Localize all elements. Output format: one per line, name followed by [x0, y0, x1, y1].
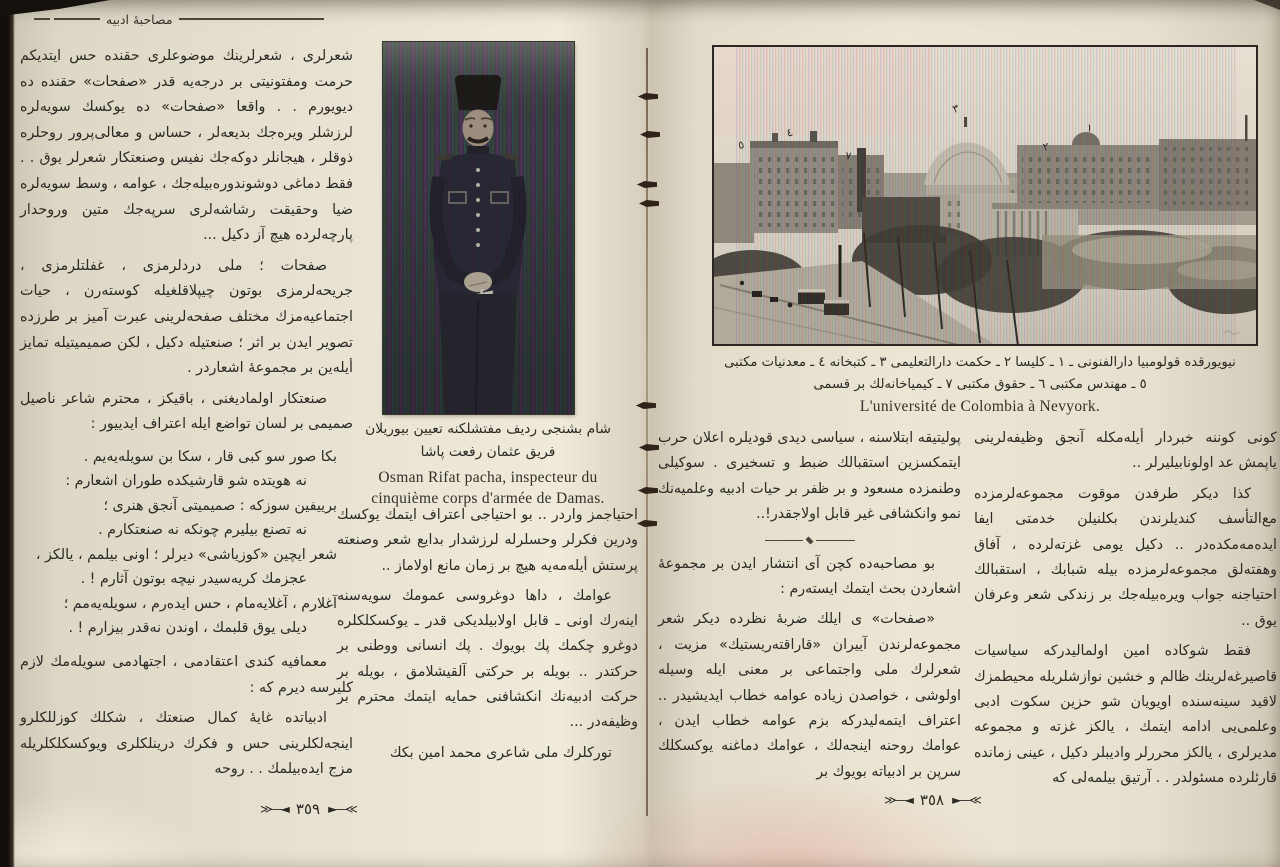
- page-number-right: [852, 791, 1012, 809]
- text-paragraph: فقط شوكاده امين اولماليدركه سياسيات قاصيرغه‌لرينك ظالم و خشين نوازشلريله محيطمزك لاقيد سينه‌سنده اويويان شو حزين سكوت ادبى وعلمى‌يى ادامه ايتمك ، يالكز غزته و مجموعه مديرلرى ، يالكز محررلر واديبلر دكيل ، عينى زمانده قارئلرده مسئولدر . . آرتيق بيلمه‌لى كه: [974, 643, 1277, 787]
- photo-caption-ottoman-2: ٥ ـ مهندس مكتبى ٦ ـ حقوق مكتبى ٧ ـ كيمياخانه‌لك بر قسمى: [813, 377, 1147, 392]
- text-paragraph: كذا ديكر طرفدن موقوت مجموعه‌لرمزده مع‌التأسف كنديلرندن بكلنيلن خدمتى ايفا ايده‌مه‌مكده‌در .. دكيل يومى غزته‌لرده ، آفاق وهفته‌لق مجموعه‌لرمزده بيله شبابك ، استقبالك احتياجنه جواب ويره‌بيله‌جك بر زندكى شعر وعرفان يوق ..: [974, 485, 1277, 629]
- text-paragraph: «صفحات» ى ايلك ضربهٔ نظرده ديكر شعر مجموعه‌لرندن آييران «قاراقته‌ريستيك» مزيت ، شعرلرك ملى واجتماعى بر معنى ايله وسيله اولوشى ، خواصدن زياده عوامه خطاب ايديشيدر .. اعتراف ايتمه‌ليدركه بزم عوامه خطاب ايدن ، عوامك روحنه اينجه‌لك ، عوامك دماغنه يوكسكلك سرپن بر ادبياته بويوك بر: [658, 611, 961, 780]
- text-paragraph: عوامك ، داها دوغروسى عمومك سويه‌سنه اينه‌رك اونى ـ قابل اولابيلديكى قدر ـ يوكسكلكلره دوغرو چكمك پك بويوك . پك انسانى ووطنى بر حركتدر .. بويله بر حركتى آلقيشلامق ، بويله بر حركت ادبيه‌نك انكشافنى حمايه ايتمك محترم بر وظيفه‌در ...: [337, 587, 638, 731]
- page-number-ornament-left: ≫―◄: [260, 802, 288, 816]
- portrait-caption-french-2: cinquième corps d'armée de Damas.: [371, 490, 605, 507]
- binding-stitch: [638, 93, 658, 100]
- poem-line: برييفين سوزكه : صميميتى آنجق هنرى ؛: [103, 497, 337, 514]
- page-number-ornament-right: ►―≪: [952, 793, 980, 807]
- left-column-bottom-paragraphs: [658, 552, 961, 786]
- portrait-photo: [383, 42, 574, 414]
- poem-block: [20, 445, 353, 641]
- poem-line: نه هويتده شو قارشيكده طوران اشعارم :: [65, 473, 307, 490]
- portrait-caption: [332, 418, 644, 509]
- text-paragraph: احتياجمز واردر .. بو احتياجى اعتراف ايتمك يوكسك ودرين فكرلر وحسلرله لرزشدار بدايع شعر وصنعته پرستش أيله‌مه‌يه هيچ بر زمان مانع اولاماز ..: [337, 507, 638, 574]
- page-number-left: [228, 800, 388, 818]
- portrait-caption-ottoman-1: شام بشنجى رديف مفتشلكنه تعيين بيوريلان: [365, 421, 611, 437]
- left-middle-column: [337, 503, 638, 771]
- university-photo-caption: [698, 352, 1262, 416]
- photo-caption-ottoman-1: نيويورقده قولومبيا دارالفنونى ـ ١ ـ كليسا ٢ ـ حكمت دارالتعليمى ٣ ـ كتبخانه ٤ ـ معدنيات مكتبى: [724, 355, 1236, 370]
- running-header-title: مصاحبهٔ ادبيه: [106, 11, 173, 27]
- poem-line: نه تصنع بيليرم چونكه نه صنعتكارم .: [98, 522, 307, 539]
- page-number-right-value: ٣٥٨: [919, 791, 945, 809]
- page-number-ornament-right: ►―≪: [328, 802, 356, 816]
- poem-line: شعر ايچين «كوزياشى» ديرلر ؛ اونى بيلمم ، يالكز ،: [35, 546, 337, 563]
- section-divider-ornament: [765, 537, 855, 544]
- portrait-photo-svg: [383, 42, 574, 414]
- header-rule: [179, 18, 324, 20]
- header-dash: [54, 18, 100, 20]
- poem-line: آغلارم ، آغلايه‌مام ، حس ايده‌رم ، سويله‌يه‌مم ؛: [63, 595, 337, 612]
- photo-caption-french: L'université de Colombia à Nevyork.: [859, 398, 1101, 415]
- book-left-edge-shadow: [0, 0, 15, 867]
- page-number-ornament-left: ≫―◄: [884, 793, 912, 807]
- divider-diamond: [806, 536, 814, 544]
- poem-line: بكا صور سو كبى قار ، سكا بن سويله‌يه‌يم .: [83, 448, 337, 465]
- right-column-first: [974, 426, 1277, 797]
- left-middle-paragraphs: [337, 503, 638, 766]
- university-photo: [712, 45, 1258, 346]
- header-dash-short: [34, 18, 50, 20]
- binding-stitch: [637, 520, 657, 527]
- portrait-caption-french-1: Osman Rifat pacha, inspecteur du: [378, 469, 598, 486]
- binding-crease-line: [646, 48, 648, 816]
- right-page-columns: [657, 426, 1277, 797]
- page-number-left-value: ٣٥٩: [295, 800, 321, 818]
- text-paragraph: شعرلرى ، شعرلرينك موضوعلرى حقنده حس ايتديكم حرمت ومفتونيتى بر درجه‌يه قدر «صفحات» حقنده ده ديويورم . . واقعا «صفحات» ده يوكسك سويه‌لره لرزشلر ويره‌جك بديعه‌لر ، حساس و معالى‌پرور روحلره ذوقلر ، هيجانلر دوكه‌جك نفيس وصنعتكار شعرلر يوق . . فقط دماغى دوشوندوره‌بيله‌جك ، عوامه ، وسط سويه‌لره ضيا وحقيقت رشاشه‌لرى سرپه‌جك متين وروحدار پارچه‌لرده هيچ آز دكيل ...: [20, 48, 353, 244]
- poem-line: عجزمك كريه‌سيدر نيچه بوتون آثارم ! .: [80, 571, 307, 588]
- binding-stitch: [640, 131, 660, 138]
- right-column-paragraphs: [974, 426, 1277, 792]
- text-paragraph: ادبياتده غايهٔ كمال صنعتك ، شكلك كوزللكلرو اينجه‌لكلرينى حس و فكرك درينلكلرى ويوكسكلكلريله مزج ايده‌بيلمك . . روحه: [20, 710, 353, 778]
- text-paragraph: كونى كوننه خبردار أيله‌مكله آنجق وظيفه‌لرينى ياپمش عد اولونابيليرلر ..: [974, 430, 1277, 472]
- binding-stitch: [639, 200, 659, 207]
- left-column-top-paragraphs: [658, 426, 961, 528]
- divider-line: [765, 540, 804, 541]
- top-right-corner-shadow: [1254, 0, 1280, 10]
- divider-line: [816, 540, 855, 541]
- university-photo-svg: [712, 45, 1258, 346]
- text-paragraph: پوليتيقه ابتلاسنه ، سياسى ديدى قوديلره اعلان حرب ايتمكسزين استقبالك ضبط و تسخيرى . سوكيلى وطنمزده مسعود و بر ظفر بر حيات ادبيه وعلميه‌نك نمو وانكشافى غير قابل اولاجقدر!..: [658, 430, 961, 523]
- text-paragraph: توركلرك ملى شاعرى محمد امين بكك: [389, 744, 612, 761]
- binding-stitch: [636, 402, 656, 409]
- text-paragraph: بو مصاحبه‌ده كچن آى انتشار ايدن بر مجموعهٔ اشعاردن بحث ايتمك ايسته‌رم :: [658, 555, 961, 598]
- left-closing-paragraphs: [20, 650, 353, 783]
- left-main-column: [20, 44, 353, 788]
- portrait-caption-ottoman-2: فريق عثمان رفعت پاشا: [420, 444, 556, 460]
- running-header: [34, 10, 324, 28]
- text-paragraph: معمافيه كندى اعتقادمى ، اجتهادمى سويله‌مك لازم كليرسه ديرم كه :: [20, 653, 353, 696]
- text-paragraph: صنعتكار اولماديغنى ، باقيكز ، محترم شاعر ناصيل صميمى بر لسان تواضع ايله اعتراف ايدييور :: [20, 390, 353, 433]
- poem-line: ديلى يوق قلبمك ، اوندن نه‌قدر بيزارم ! .: [68, 620, 307, 637]
- right-column-second: [658, 426, 961, 797]
- left-main-paragraphs: [20, 44, 353, 438]
- binding-stitch: [637, 181, 657, 188]
- text-paragraph: صفحات ؛ ملى دردلرمزى ، غفلتلرمزى ، جريحه‌لرمزى بوتون چيپلاقلغيله كوسته‌رن ، حيات اجتماعيه‌مزك مختلف صفحه‌لرينى عبرت آميز بر طرزده تصوير ايدن بر اثر ؛ صنعتيله دكيل ، لكن صميميتيله تمايز أيله‌ين بر مجموعهٔ اشعاردر .: [20, 257, 353, 377]
